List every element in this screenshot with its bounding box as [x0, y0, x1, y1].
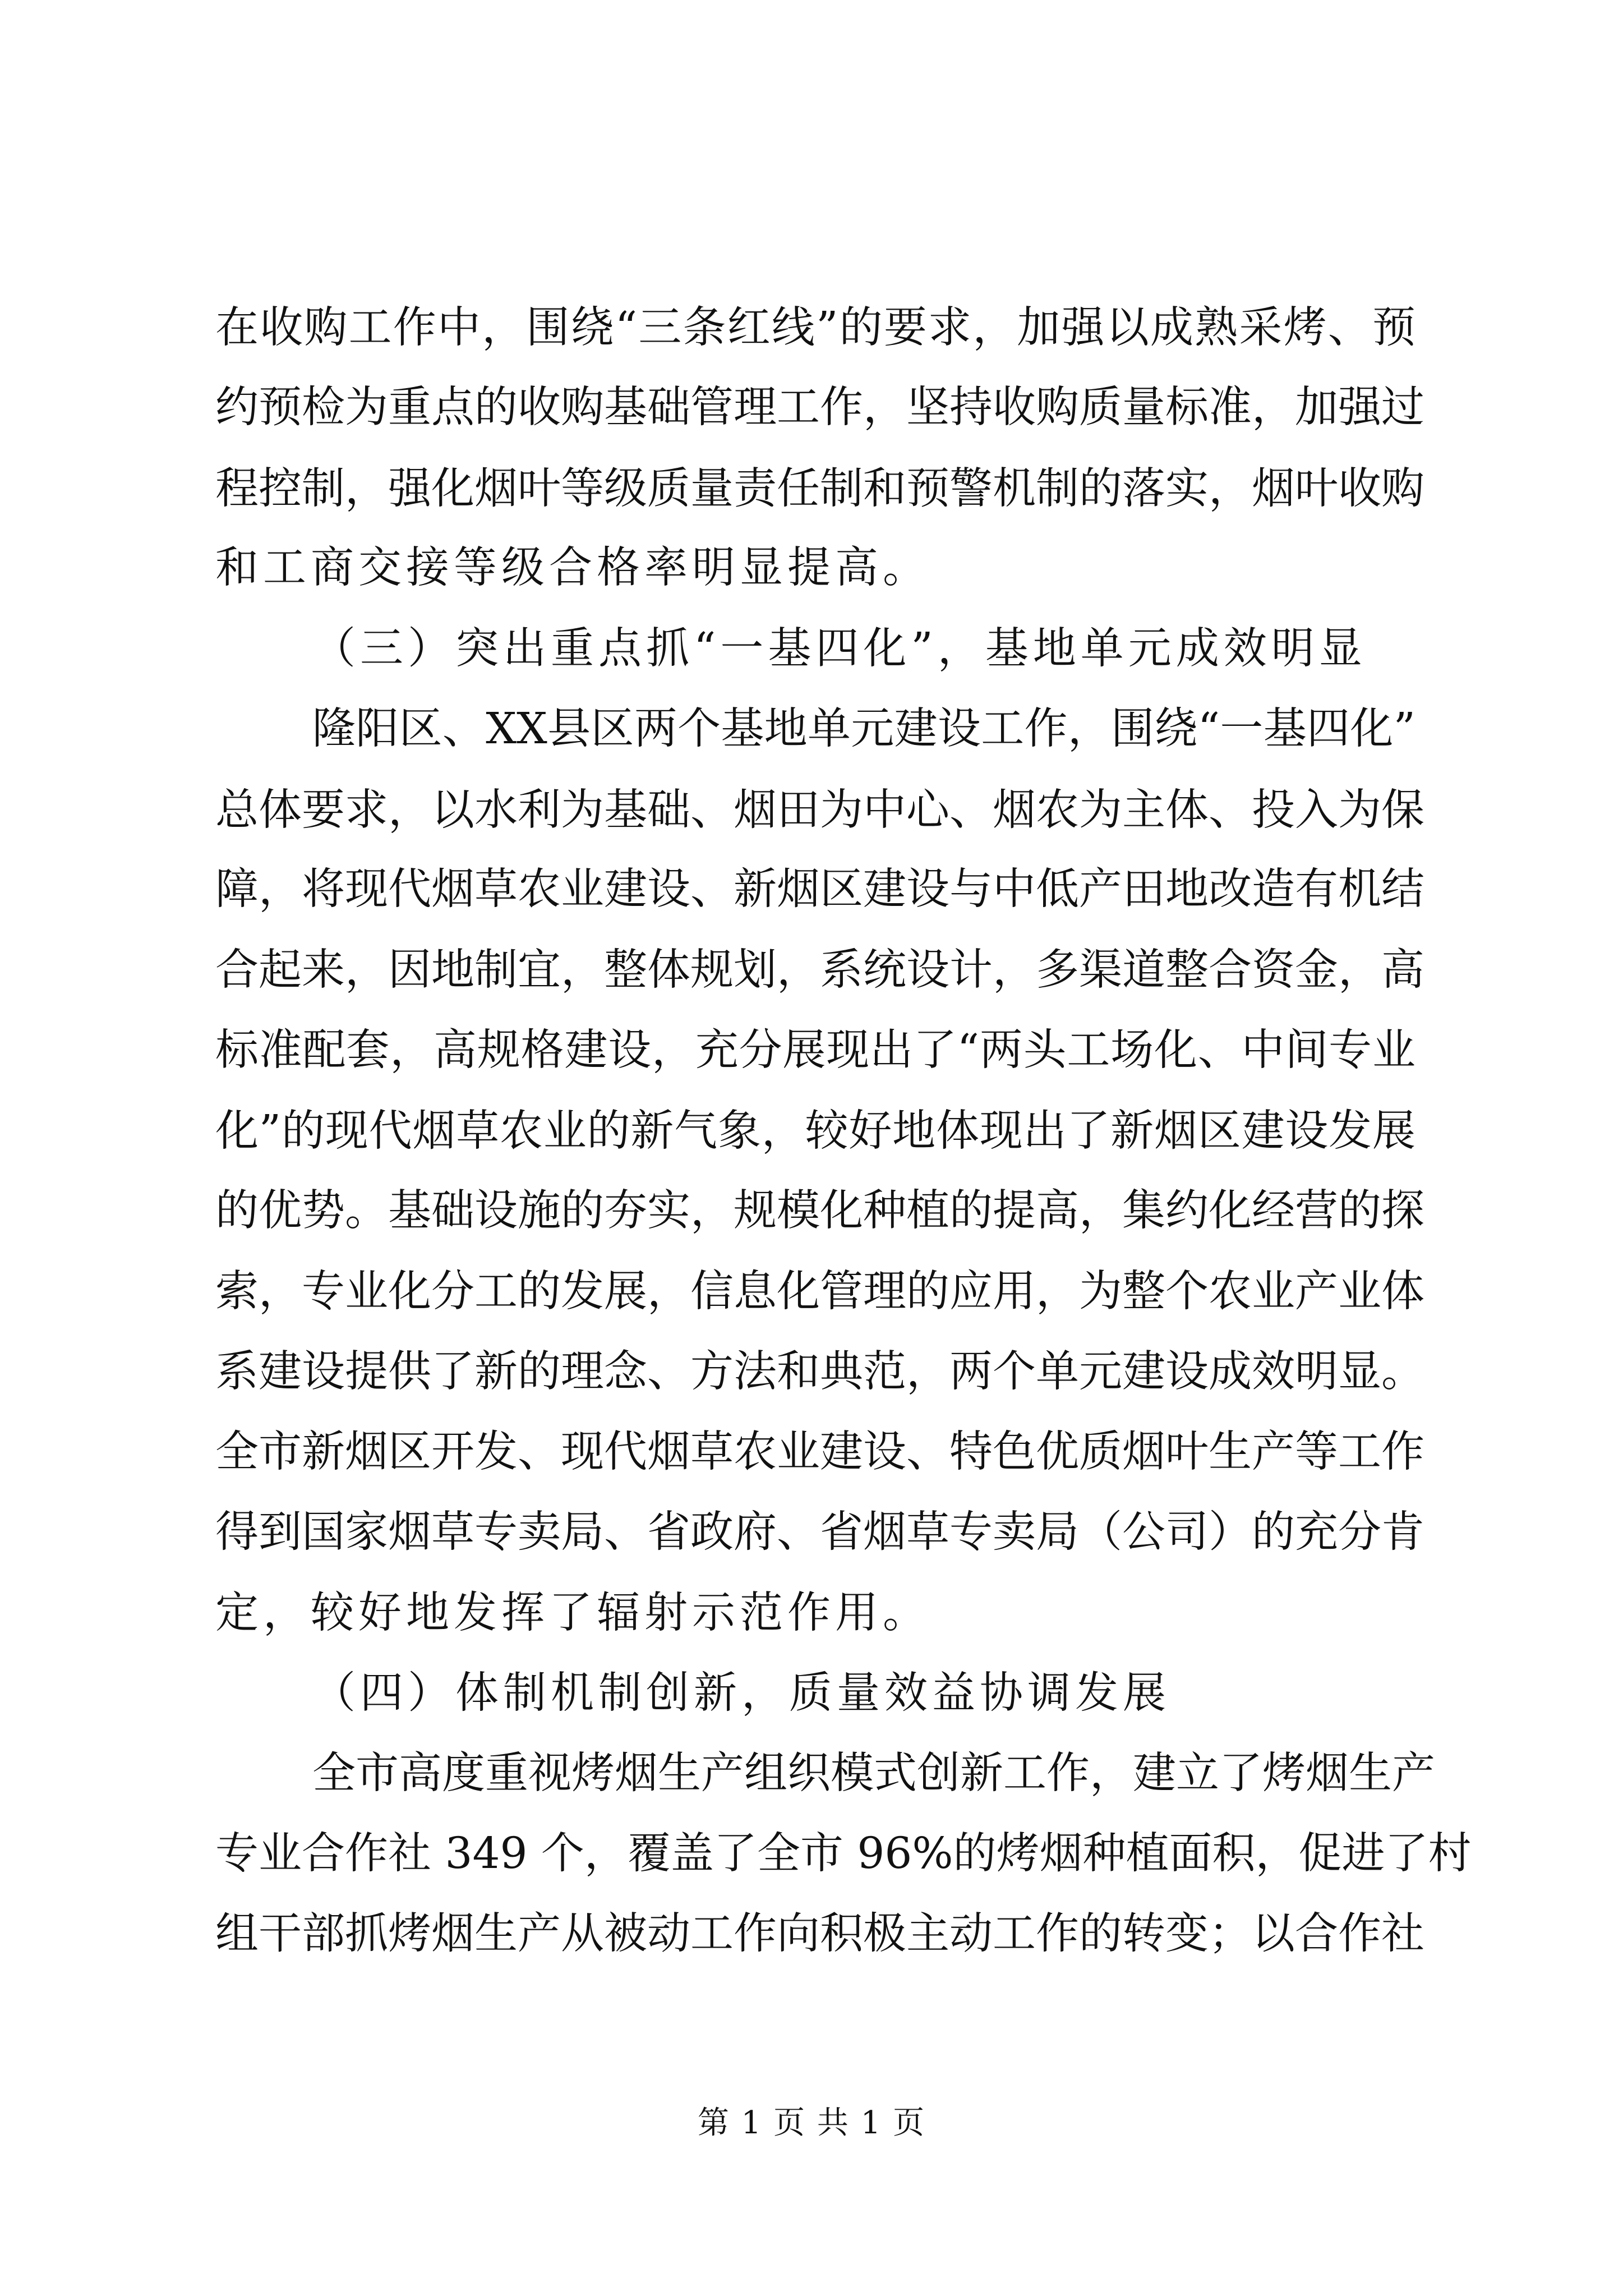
- text-line: 总体要求，以水利为基础、烟田为中心、烟农为主体、投入为保: [215, 785, 1424, 835]
- text-line: 约预检为重点的收购基础管理工作，坚持收购质量标准，加强过: [215, 383, 1424, 432]
- text-line: 的优势。基础设施的夯实，规模化种植的提高，集约化经营的探: [215, 1186, 1424, 1236]
- text-line: 索，专业化分工的发展，信息化管理的应用，为整个农业产业体: [215, 1267, 1424, 1317]
- text-line: 隆阳区、XX县区两个基地单元建设工作，围绕“一基四化”: [312, 704, 1415, 754]
- text-line: 和工商交接等级合格率明显提高。: [215, 543, 930, 593]
- text-line: 合起来，因地制宜，整体规划，系统设计，多渠道整合资金，高: [215, 945, 1424, 995]
- text-line: 程控制，强化烟叶等级质量责任制和预警机制的落实，烟叶收购: [215, 464, 1424, 514]
- text-line: 化”的现代烟草农业的新气象，较好地体现出了新烟区建设发展: [215, 1106, 1415, 1156]
- text-line: 得到国家烟草专卖局、省政府、省烟草专卖局（公司）的充分肯: [215, 1507, 1424, 1557]
- text-line: 全市新烟区开发、现代烟草农业建设、特色优质烟叶生产等工作: [215, 1427, 1424, 1477]
- page-footer: 第 1 页 共 1 页: [697, 2105, 926, 2141]
- section-heading-4: （四）体制机制创新，质量效益协调发展: [312, 1668, 1170, 1718]
- text-line: 标准配套，高规格建设，充分展现出了“两头工场化、中间专业: [215, 1025, 1415, 1075]
- text-line: 组干部抓烤烟生产从被动工作向积极主动工作的转变；以合作社: [215, 1909, 1424, 1959]
- text-line: 障，将现代烟草农业建设、新烟区建设与中低产田地改造有机结: [215, 864, 1424, 914]
- text-line: 全市高度重视烤烟生产组织模式创新工作，建立了烤烟生产: [312, 1749, 1435, 1798]
- text-line: 定，较好地发挥了辐射示范作用。: [215, 1588, 930, 1638]
- text-line: 系建设提供了新的理念、方法和典范，两个单元建设成效明显。: [215, 1347, 1424, 1397]
- text-line: 专业合作社 349 个，覆盖了全市 96%的烤烟种植面积，促进了村: [215, 1829, 1472, 1879]
- text-line: 在收购工作中，围绕“三条红线”的要求，加强以成熟采烤、预: [215, 303, 1415, 353]
- section-heading-3: （三）突出重点抓“一基四化”，基地单元成效明显: [312, 624, 1367, 674]
